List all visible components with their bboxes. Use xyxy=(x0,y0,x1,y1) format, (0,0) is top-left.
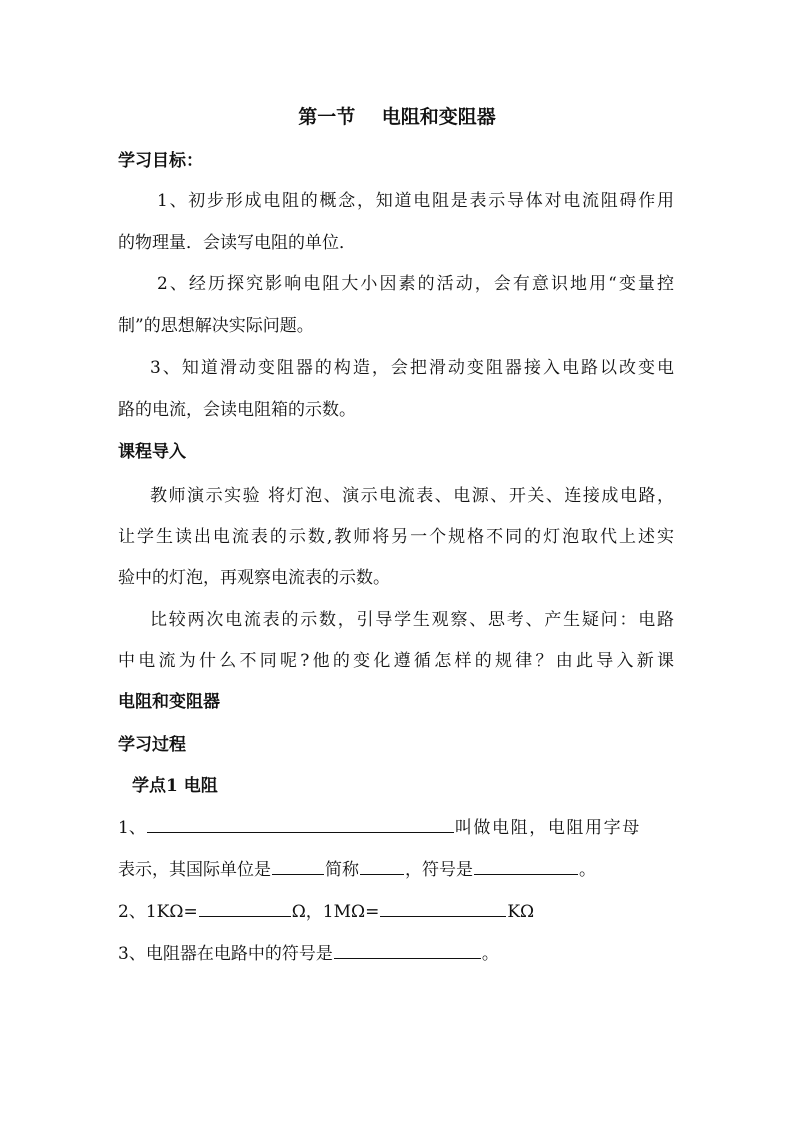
question-1-text-b: 表示，其国际单位是 xyxy=(118,860,271,880)
question-1-text-a: 叫做电阻，电阻用字母 xyxy=(454,818,641,838)
objective-3-line2: 路的电流，会读电阻箱的示数。 xyxy=(118,400,356,420)
objectives-heading: 学习目标： xyxy=(118,151,203,171)
intro-heading: 课程导入 xyxy=(118,442,186,462)
objective-3-line1: 3、知道滑动变阻器的构造，会把滑动变阻器接入电路以改变电 xyxy=(150,358,674,378)
question-1-blank-abbr[interactable] xyxy=(360,858,404,875)
question-1-text-c: 简称 xyxy=(325,860,359,880)
objective-1-line2: 的物理量．会读写电阻的单位． xyxy=(118,233,356,253)
question-1-text-d: ，符号是 xyxy=(405,860,473,880)
question-2-text-b: Ω，1MΩ= xyxy=(291,902,380,922)
question-3-text-b: 。 xyxy=(481,944,499,964)
question-1-text-e: 。 xyxy=(579,860,596,880)
question-2-blank-ohm[interactable] xyxy=(199,900,291,917)
question-3-text-a: 3、电阻器在电路中的符号是 xyxy=(118,944,333,964)
question-3-blank-symbol[interactable] xyxy=(334,942,481,959)
question-2-blank-kohm[interactable] xyxy=(380,900,506,917)
intro-paragraph-1-line3: 验中的灯泡，再观察电流表的示数。 xyxy=(118,568,390,588)
question-1-blank-symbol[interactable] xyxy=(474,858,578,875)
learning-point-heading: 学点1 电阻 xyxy=(132,776,218,796)
question-2-line xyxy=(118,900,678,924)
question-2-text-a: 1KΩ= xyxy=(145,902,198,922)
intro-paragraph-2-line2: 中电流为什么不同呢?他的变化遵循怎样的规律？由此导入新课 xyxy=(118,651,674,671)
page-title: 第一节 电阻和变阻器 xyxy=(298,106,496,128)
intro-topic: 电阻和变阻器 xyxy=(118,692,220,712)
intro-paragraph-2-line1: 比较两次电流表的示数，引导学生观察、思考、产生疑问：电路 xyxy=(150,610,674,630)
question-1-line2 xyxy=(118,858,678,882)
intro-paragraph-1-line2: 让学生读出电流表的示数,教师将另一个规格不同的灯泡取代上述实 xyxy=(118,527,674,547)
objective-1-line1: 1、初步形成电阻的概念，知道电阻是表示导体对电流阻碍作用 xyxy=(157,191,674,211)
intro-paragraph-1-line1: 教师演示实验 将灯泡、演示电流表、电源、开关、连接成电路， xyxy=(150,486,674,506)
question-1-blank-unit[interactable] xyxy=(272,858,324,875)
question-1-line1 xyxy=(118,816,678,840)
question-1-blank-definition[interactable] xyxy=(147,816,454,833)
process-heading: 学习过程 xyxy=(118,735,186,755)
question-1-number: 1、 xyxy=(118,818,146,838)
question-3-line xyxy=(118,942,678,966)
question-2-text-c: KΩ xyxy=(507,902,535,922)
objective-2-line1: 2、经历探究影响电阻大小因素的活动，会有意识地用“变量控 xyxy=(157,274,674,294)
question-2-number: 2、 xyxy=(118,902,146,922)
objective-2-line2: 制”的思想解决实际问题。 xyxy=(118,316,314,336)
